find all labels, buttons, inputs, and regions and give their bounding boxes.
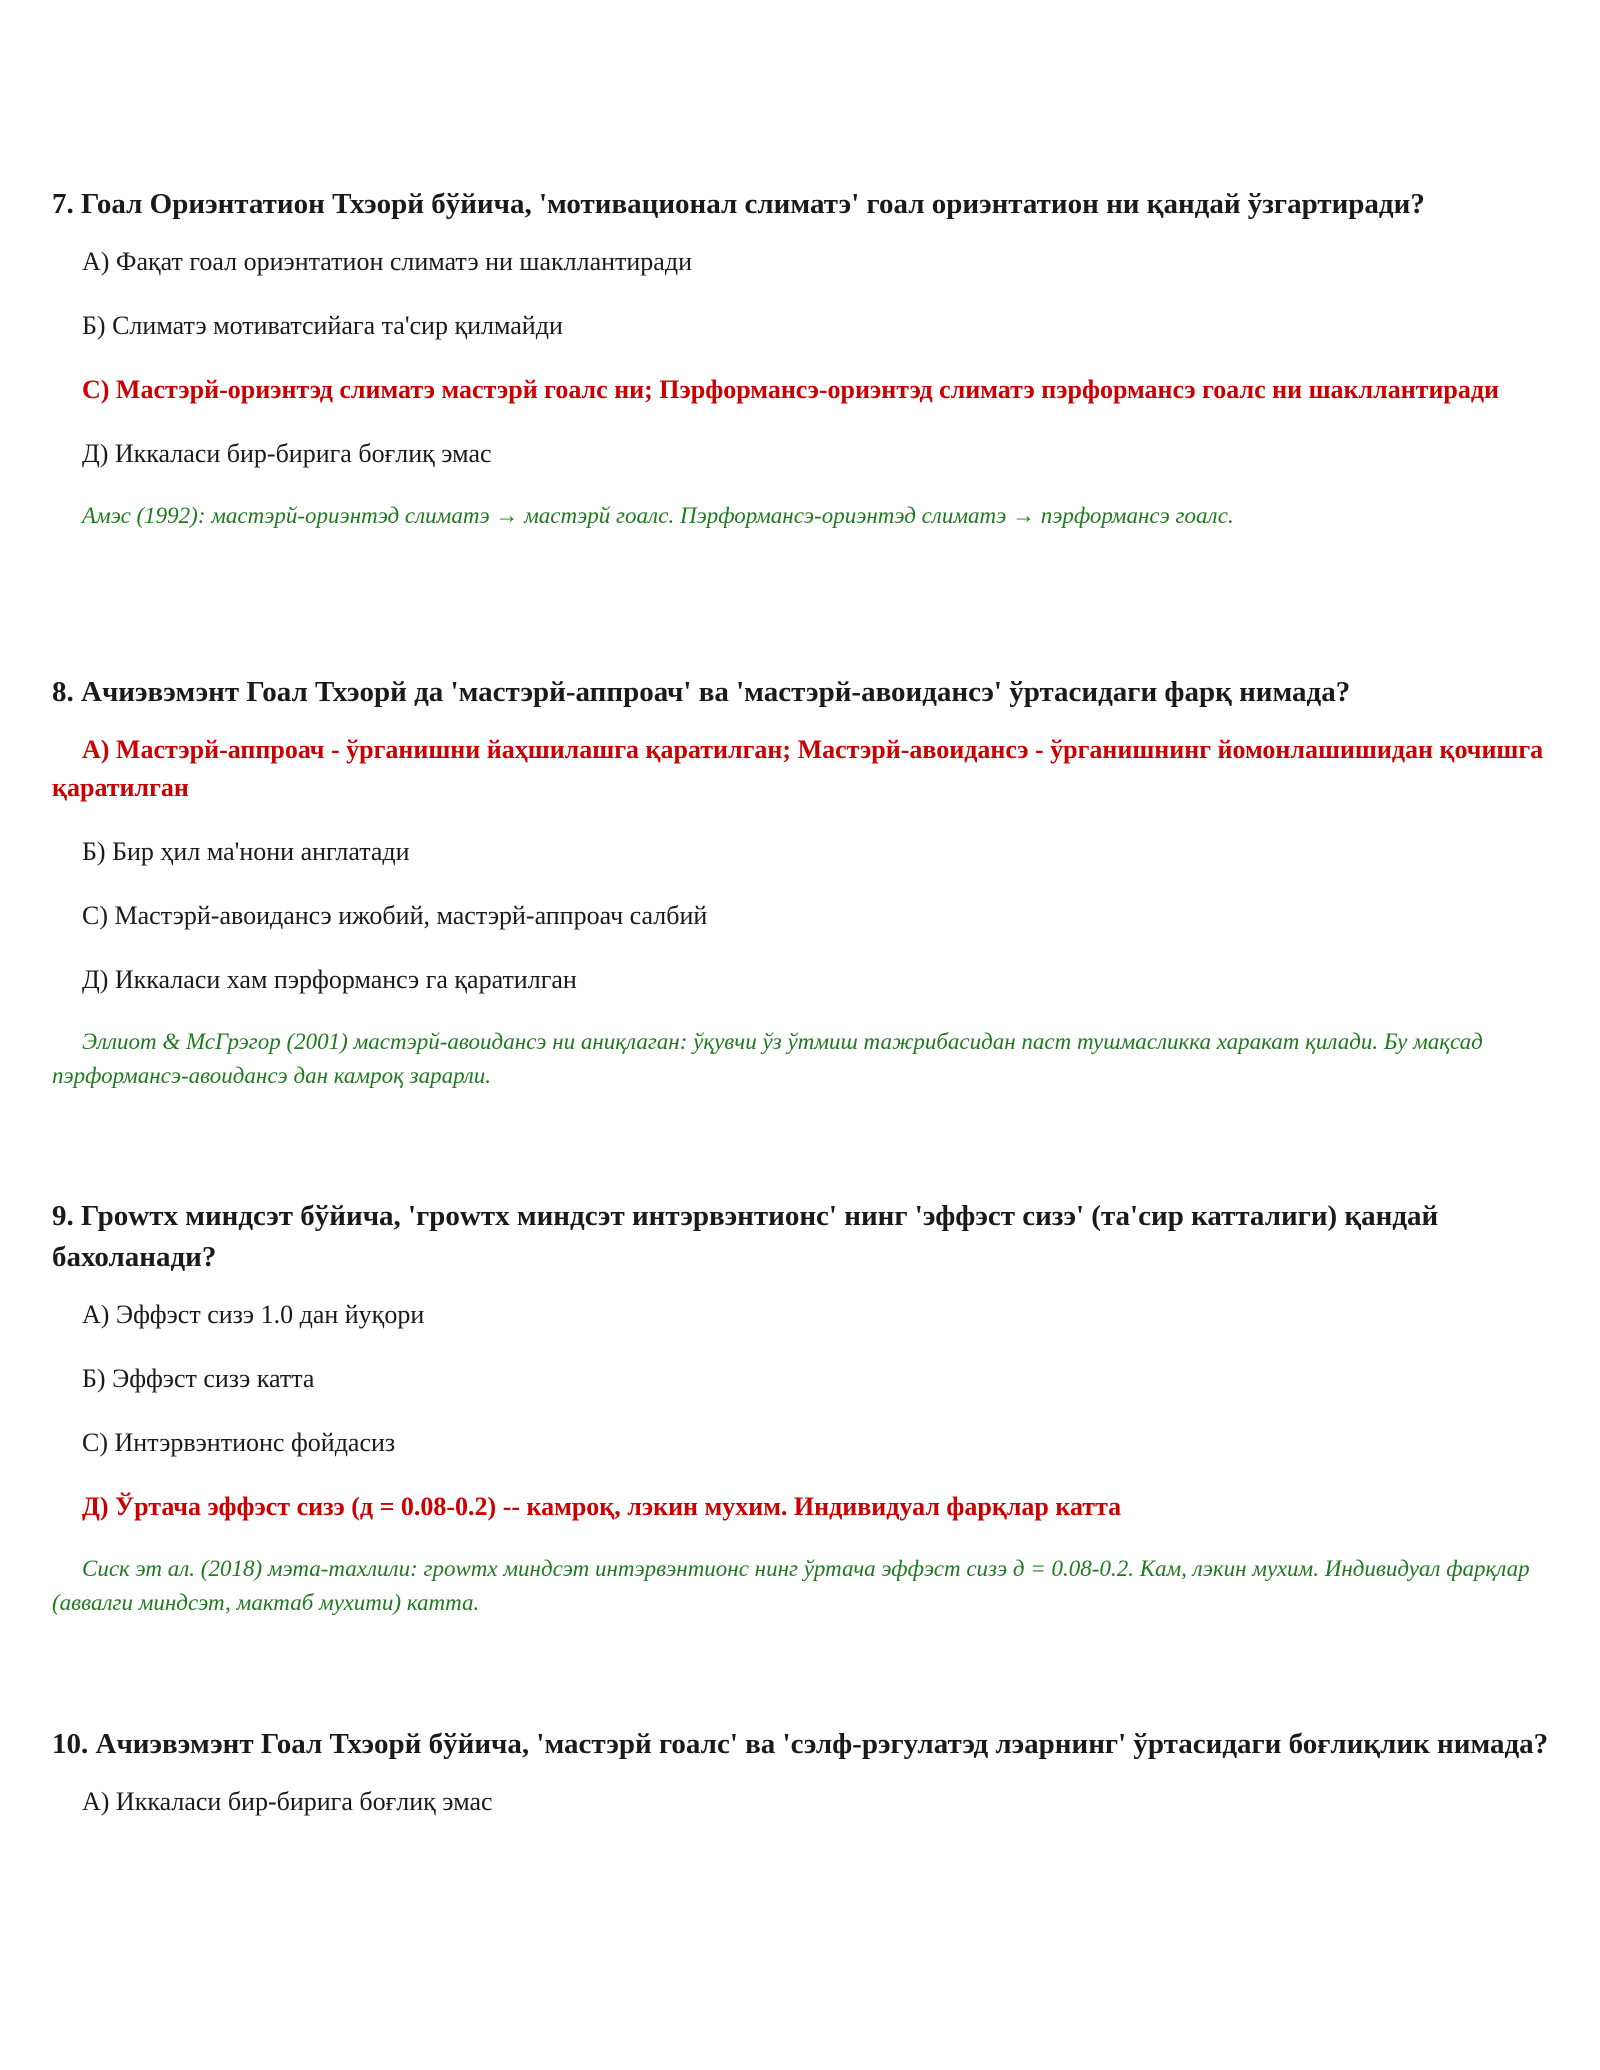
option-b: Б) Эффэст сизэ катта bbox=[82, 1364, 315, 1393]
option-b: Б) Слиматэ мотиватсийага та'сир қилмайди bbox=[82, 311, 563, 340]
option-a: А) Иккаласи бир-бирига боғлиқ эмас bbox=[82, 1787, 493, 1816]
question-10 bbox=[52, 1724, 1552, 1821]
option-a: А) Фақат гоал ориэнтатион слиматэ ни шакллантиради bbox=[82, 247, 692, 276]
question-9 bbox=[52, 1196, 1552, 1620]
question-8 bbox=[52, 672, 1552, 1093]
explanation: Сиск эт ал. (2018) мэта-тахлили: гроwтх миндсэт интэрвэнтионс нинг ўртача эффэст сизэ д = 0.08-0.2. Кам, лэкин мухим. Индивидуал фарқлар (аввалги миндсэт, мактаб мухити) катта. bbox=[52, 1556, 1530, 1615]
question-title: 9. Гроwтх миндсэт бўйича, 'гроwтх миндсэт интэрвэнтионс' нинг 'эффэст сизэ' (та'сир катталиги) қандай бахоланади? bbox=[52, 1200, 1439, 1273]
option-d-correct: Д) Ўртача эффэст сизэ (д = 0.08-0.2) -- камроқ, лэкин мухим. Индивидуал фарқлар катта bbox=[82, 1492, 1122, 1521]
option-a: А) Эффэст сизэ 1.0 дан йуқори bbox=[82, 1300, 425, 1329]
option-d: Д) Иккаласи хам пэрформансэ га қаратилган bbox=[82, 965, 577, 994]
question-7 bbox=[52, 184, 1552, 533]
question-title: 10. Ачиэвэмэнт Гоал Тхэорй бўйича, 'мастэрй гоалс' ва 'сэлф-рэгулатэд лэарнинг' ўртасидаги боғлиқлик нимада? bbox=[52, 1728, 1549, 1760]
option-a-correct: А) Мастэрй-аппроач - ўрганишни йаҳшилашга қаратилган; Мастэрй-авоидансэ - ўрганишнинг йомонлашишидан қочишга қаратилган bbox=[52, 735, 1544, 802]
option-c: С) Мастэрй-авоидансэ ижобий, мастэрй-аппроач салбий bbox=[82, 901, 708, 930]
option-c-correct: С) Мастэрй-ориэнтэд слиматэ мастэрй гоалс ни; Пэрформансэ-ориэнтэд слиматэ пэрформансэ гоалс ни шакллантиради bbox=[82, 375, 1500, 404]
question-title: 8. Ачиэвэмэнт Гоал Тхэорй да 'мастэрй-аппроач' ва 'мастэрй-авоидансэ' ўртасидаги фарқ нимада? bbox=[52, 676, 1351, 708]
option-c: С) Интэрвэнтионс фойдасиз bbox=[82, 1428, 396, 1457]
option-b: Б) Бир ҳил ма'нони англатади bbox=[82, 837, 410, 866]
question-title: 7. Гоал Ориэнтатион Тхэорй бўйича, 'мотивационал слиматэ' гоал ориэнтатион ни қандай ўзгартиради? bbox=[52, 188, 1425, 220]
option-d: Д) Иккаласи бир-бирига боғлиқ эмас bbox=[82, 439, 492, 468]
explanation: Амэс (1992): мастэрй-ориэнтэд слиматэ → мастэрй гоалс. Пэрформансэ-ориэнтэд слиматэ → пэрформансэ гоалс. bbox=[82, 503, 1234, 528]
explanation: Эллиот & МсГрэгор (2001) мастэрй-авоидансэ ни аниқлаган: ўқувчи ўз ўтмиш тажрибасидан паст тушмасликка харакат қилади. Бу мақсад пэрформансэ-авоидансэ дан камроқ зарарли. bbox=[52, 1029, 1483, 1088]
